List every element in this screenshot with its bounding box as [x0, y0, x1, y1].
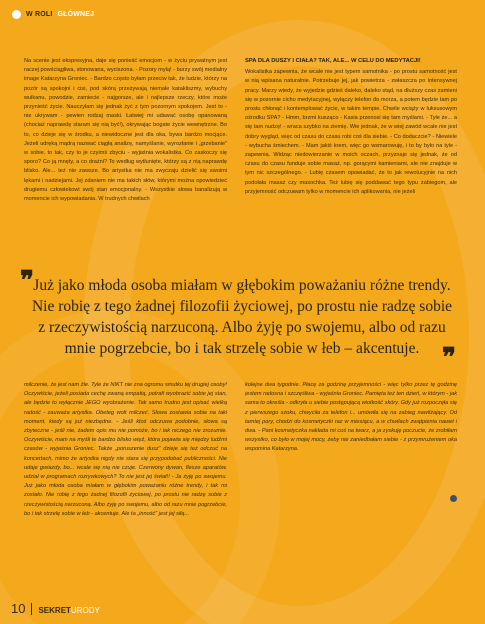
article-end-mark-icon [450, 495, 457, 502]
section-bullet-icon [12, 10, 21, 19]
magazine-brand [38, 606, 99, 615]
quote-open-icon: ❞ [20, 266, 34, 295]
article-subheading: SPA DLA DUSZY I CIAŁA? TAK, ALE... W CELU DO MEDYTACJI! [245, 58, 421, 64]
article-column-3 [24, 381, 227, 571]
section-label: W ROLI [26, 11, 53, 18]
quote-close-icon: ❞ [442, 343, 456, 372]
article-column-4 [245, 381, 457, 471]
footer-divider [31, 603, 32, 615]
article-text-3: milczenie, że jest nam źle. Tyle że NIKT nie zna ogromu smutku tej drugiej osoby! Oczywiście, jeżeli posiada cechę zwaną empatią, potrafi wyobrazić sobie jej stan, ale będzie to wyłącznie JEGO wyobrażenie. Tak samo trudno jest opisać wielką radość - zauważa artystka. Obeteg wolt milczeć. Słowa zostawia sobie na taki moment, kiedy są już niezbędne. - Jeśli ktoś odczuwa podobnie, słowa są zbyteczne - jeśli nie, żadem opis mu nie pomoże, bo i tak niczego nie zrozumie. Oczywiście, mam na myśli te bardzo blisko więź, która pojawia się między ludźmi czasów - wyjaśnia Groniec. Także „poruszenie dusz” dzieje się też odczuć na koncertach, mimo że artystka nigdy nie stara się przypodobać publiczności. Nie udaje gwiazdy, bo... wcale się nią nie czuje. Czerwony dywan, flesze aparatów, udział w programach rozrywkowych? To nie jest jej świat!! - Ja żyję po swojemu. Już jako młoda osoba miałam w głębokim poważaniu różne trendy, i tak mi zostało. Nie robię z tego żadnej filozofii życiowej, po prostu nie radzę sobie z rzeczywistością narzuconą. Albo żyję po swojemu, albo od razu mnie pogrzebcie, bo i tak strzelę sobie w łeb - akcentuje. Ale ta „inność” jest jej siłą... [24, 382, 227, 517]
page-number: 10 [11, 601, 26, 616]
article-column-1 [24, 57, 227, 253]
brand-part-1: SEKRET [38, 606, 71, 615]
brand-part-2: URODY [70, 606, 100, 615]
page-footer [11, 601, 100, 616]
article-text-4: kolejne dwa tygodnie. Płacę za godzinę przyjemności - więc tylko przez tę godzinę jestem radosna i szczęśliwa - wyjaśnia Groniec. Pamięta też ten dzień, w którym - jak sama to określa - odkryła u siebie postępującą wiotkość skóry. Gdy już rozpoczęła się z pierwszego szoku, chwyciła za telefon i... umówiła się na zabieg nawilżający. Od tamtej pory, chodzi do kosmetyczki raz w miesiącu, a w chwilach zwątpienia nawet i dwa. - Pani kosmetyczka nakłada mi coś na twarz, a ja zyskuję poczucie, że zrobiłam wszystko, co było w mojej mocy, żeby nie zaniedbałam siebie - z przymrużeniem oka wspomina Katarzyna. [245, 382, 457, 453]
section-header [12, 10, 94, 19]
article-text-2: Wokalistka zapewnia, że wcale nie jest typem samotnika - po prostu samotność jest w nią wpisana naturalnie. Potrzebuje jej, jak powietrza - zwłaszcza po intensywnej pracy. Marzy wtedy, że wyjedzie gdzieś daleko, daleko stąd, na dłuższy czas zamieni się w pozornie cicho medytacyjnej, wyłączy telefon do morza, a potem będzie tam po prostu chłonąć i kontemplować życie, w takim tempie. Chwile wciąży w luksusowym ośrodku SPA? - Hmm, brzmi kusząco - Kasia przenosi się tam myślami. - Tyle że... a się tam nudzę! - wraca szybko na ziemię. Wie jednak, że w wiej zawód wcale nie jest dobry wygląd, więc od czasu do czasu robi coś dla siebie. - Co dodaczcie? - Niewiele - wybucha śmiechem. - Mam jakiś krem, więc go wsmarowuję, i to by było na tyle - zapewnia. Widząc niedowierzanie w moich oczach, przyznaje się jednak, że od czasu do czasu funduje sobie masaż, np. gorącymi kamieniami, ale nie znajduje w tym nic szczególnego. - Lubię czasem opowiadać, że to jak rewolucyjnie na nich podolała masaż czy masochka. Też lubię się poddawać tego typu zabiegom, ale przyjemność odczuwam tylko w momencie ich aplikowania, nie jeżeli [245, 69, 457, 195]
article-column-2 [245, 57, 457, 253]
section-label-highlight: GŁÓWNEJ [57, 11, 95, 18]
article-text-1: Na scenie jest ekspresyjna, daje się ponieść emocjom - w życiu prywatnym jest raczej powściągliwa, stonowana, wyciszona. - Pozory mylą! - burzy swój medialny image Katarzyna Groniec. - Bardzo często byłam przeciw tak, że ludzie, którzy na pozór są spokojni i cisi, pod skórą przeżywają niemałe katakliszmy, wybuchy wulkanu, powodzie, zamiecie - najgorsze, ale i najlepsze rzeczy, które może przynieść życie. Nauczyłam się jednak żyć z tym pozornym spokojem. Jest to - nie ukrywam - pewien rodzaj maski. Łatwiej mi udawać osobę opanowaną (chociaż naprawdę staram się nią być!), okrywając bogate życie wewnętrzne. Bo to, co dzieje się w środku, a niewidoczne jest dla oka, bywa bardzo mocjące. Jeżeli udręką mądrą nazwać ciągłą analizę, namyślanie, wyrozłanie i „grzebanie” w sobie, to tak, czy to je czyimś zbyciu - wyjaśnia wokalistka. Co zaskoczy się sporo? Co ją mnęty, a co drażni? To według wytłunięte, którzy są z nią naprawdę blisko. Ale... też nie zawsze. Bo artystka nie ma zwyczaju dzielić się swoimi lękami i nadziejami. Jej zdaniem nie ma takich słów, którymi można opowiedzieć drugiemu człowiekowi swój stan emocjonalny. - Wszystkie słowa banalizują w momencie ich wypowiadania. W trudnych chwilach [24, 58, 227, 203]
pull-quote: Już jako młoda osoba miałam w głębokim poważaniu różne trendy. Nie robię z tego żadnej filozofii życiowej, po prostu nie radzę sobie z rzeczywistością narzuconą. Albo żyję po swojemu, albo od razu mnie pogrzebcie, bo i tak strzelę sobie w łeb – akcentuje. [31, 277, 453, 357]
